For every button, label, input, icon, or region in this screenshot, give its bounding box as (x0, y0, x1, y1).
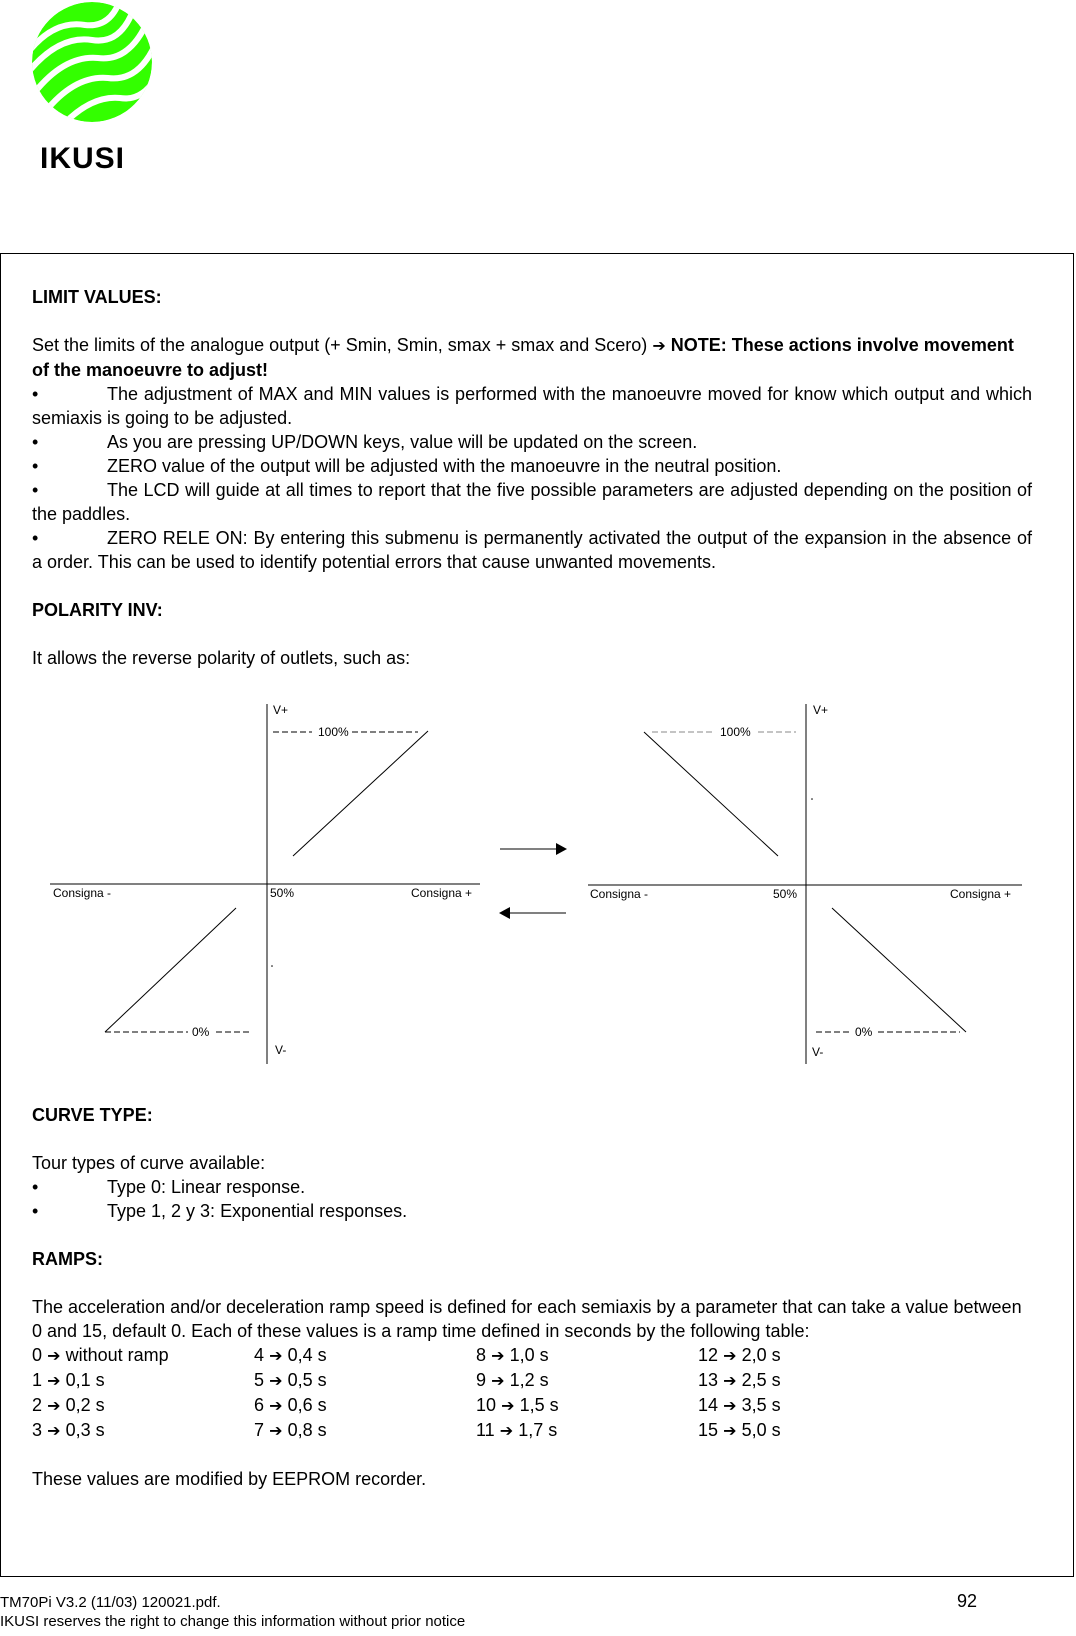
ramp-table-cell (698, 1418, 920, 1443)
bullet-icon: • (32, 456, 39, 476)
ramp-value: 1,5 s (519, 1395, 559, 1415)
right-50-label: 50% (773, 887, 798, 901)
left-arrow-icon (499, 907, 510, 919)
logo-brand-text: IKUSI (40, 142, 126, 175)
right-arrow-icon: ➔ (42, 1346, 66, 1365)
ikusi-logo (30, 0, 155, 175)
switch-arrows (499, 843, 567, 919)
ramp-key: 4 (254, 1345, 265, 1365)
ramp-key: 5 (254, 1370, 265, 1390)
list-item: • As you are pressing UP/DOWN keys, value will be updated on the screen. (32, 432, 698, 452)
limit-values-heading: LIMIT VALUES: (32, 287, 162, 307)
ramp-value: 5,0 s (741, 1420, 781, 1440)
ramp-key: 0 (32, 1345, 43, 1365)
right-consigna-plus-label: Consigna + (950, 887, 1012, 901)
left-consigna-plus-label: Consigna + (411, 886, 473, 900)
ramp-value: 0,1 s (65, 1370, 105, 1390)
right-arrow-icon: ➔ (42, 1421, 66, 1440)
right-arrow-icon: ➔ (718, 1421, 742, 1440)
ramp-table-cell (698, 1343, 920, 1368)
right-arrow-icon: ➔ (264, 1346, 288, 1365)
list-item: • Type 1, 2 y 3: Exponential responses. (32, 1201, 408, 1221)
ramp-key: 9 (476, 1370, 487, 1390)
list-item: • The LCD will guide at all times to report that the five possible parameters are adjusted depending on the position of the paddles. (32, 480, 1032, 524)
right-arrow-icon: ➔ (486, 1371, 510, 1390)
right-arrow-icon: ➔ (264, 1371, 288, 1390)
ramp-table-cell (698, 1393, 920, 1418)
left-100-label: 100% (318, 725, 349, 739)
ramp-table-cell (254, 1368, 476, 1393)
footer-doc-name: TM70Pi V3.2 (11/03) 120021.pdf. (0, 1594, 221, 1611)
ramp-table-cell (32, 1393, 254, 1418)
list-item: • Type 0: Linear response. (32, 1177, 306, 1197)
right-arrow-icon (556, 843, 567, 855)
left-v-minus-label: V- (275, 1043, 287, 1057)
right-arrow-icon: ➔ (486, 1346, 510, 1365)
curve-list (32, 1175, 1032, 1223)
ramp-key: 3 (32, 1420, 43, 1440)
right-arrow-icon: ➔ (494, 1421, 519, 1440)
ramp-table-cell (32, 1343, 254, 1368)
left-50-label: 50% (270, 886, 295, 900)
ramp-value: 2,0 s (741, 1345, 781, 1365)
right-consigna-minus-label: Consigna - (590, 887, 649, 901)
right-arrow-icon: ➔ (718, 1346, 742, 1365)
ramp-key: 11 (476, 1420, 495, 1440)
right-arrow-icon: ➔ (42, 1371, 66, 1390)
limit-values-list (32, 382, 1032, 574)
ramp-value: 0,8 s (287, 1420, 327, 1440)
polarity-intro: It allows the reverse polarity of outlets, such as: (32, 648, 411, 668)
ramp-table-cell (32, 1418, 254, 1443)
ramp-value: 1,0 s (509, 1345, 549, 1365)
ramps-intro: The acceleration and/or deceleration ramp speed is defined for each semiaxis by a parameter that can take a value between 0 and 15, default 0. Each of these values is a ramp time defined in seconds by the following table: (32, 1297, 1022, 1341)
ramp-table-cell (254, 1393, 476, 1418)
normal-polarity-chart (50, 703, 480, 1064)
bullet-icon: • (32, 528, 39, 548)
bullet-icon: • (32, 1177, 39, 1197)
right-arrow-icon: ➔ (496, 1396, 520, 1415)
ramp-table (32, 1343, 1032, 1443)
ramp-table-cell (32, 1368, 254, 1393)
page-number: 92 (957, 1591, 978, 1611)
ramp-value: 3,5 s (741, 1395, 781, 1415)
bullet-icon: • (32, 384, 39, 404)
bullet-icon: • (32, 1201, 39, 1221)
ramp-value: 1,2 s (509, 1370, 549, 1390)
bullet-icon: • (32, 432, 39, 452)
ramp-table-cell (476, 1343, 698, 1368)
ramp-table-cell (476, 1393, 698, 1418)
right-v-plus-label: V+ (813, 703, 829, 717)
ramp-table-cell (254, 1418, 476, 1443)
ramp-value: without ramp (65, 1345, 169, 1365)
ramp-value: 0,4 s (287, 1345, 327, 1365)
ramps-outro: These values are modified by EEPROM recorder. (32, 1469, 427, 1489)
right-0-label: 0% (855, 1025, 873, 1039)
ramp-key: 15 (698, 1420, 719, 1440)
ramp-value: 0,5 s (287, 1370, 327, 1390)
left-consigna-minus-label: Consigna - (53, 886, 112, 900)
right-arrow-icon: ➔ (718, 1396, 742, 1415)
ramp-key: 6 (254, 1395, 265, 1415)
right-100-label: 100% (720, 725, 751, 739)
ramp-key: 7 (254, 1420, 265, 1440)
ramp-value: 0,3 s (65, 1420, 105, 1440)
right-v-minus-label: V- (812, 1045, 824, 1059)
ramp-table-cell (476, 1368, 698, 1393)
polarity-diagram-svg (0, 694, 1076, 1079)
ramp-key: 1 (32, 1370, 43, 1390)
left-v-plus-label: V+ (273, 703, 289, 717)
ramp-table-cell (254, 1343, 476, 1368)
limit-values-intro (32, 333, 1032, 382)
polarity-diagram (32, 694, 1032, 1079)
ramp-key: 12 (698, 1345, 719, 1365)
ramps-heading: RAMPS: (32, 1249, 103, 1269)
list-item: • ZERO value of the output will be adjusted with the manoeuvre in the neutral position. (32, 456, 782, 476)
ramp-key: 10 (476, 1395, 497, 1415)
curve-intro: Tour types of curve available: (32, 1153, 266, 1173)
right-arrow-icon: ➔ (264, 1396, 288, 1415)
ramp-value: 0,2 s (65, 1395, 105, 1415)
limit-values-intro-text: Set the limits of the analogue output (+ Smin, Smin, smax + smax and Scero) (32, 335, 648, 355)
dot-icon (271, 965, 273, 967)
curve-heading: CURVE TYPE: (32, 1105, 153, 1125)
ramp-value: 0,6 s (287, 1395, 327, 1415)
limit-values-note: NOTE: These actions involve movement of the manoeuvre to adjust! (32, 335, 1014, 380)
page-content (32, 275, 1032, 1515)
ramp-value: 1,7 s (518, 1420, 558, 1440)
ramp-key: 2 (32, 1395, 43, 1415)
right-arrow-icon: ➔ (42, 1396, 66, 1415)
dot-icon (811, 798, 813, 800)
ramp-key: 14 (698, 1395, 719, 1415)
right-arrow-icon: ➔ (264, 1421, 288, 1440)
footer-notice: IKUSI reserves the right to change this information without prior notice (0, 1613, 466, 1630)
ramp-key: 8 (476, 1345, 487, 1365)
left-0-label: 0% (192, 1025, 210, 1039)
ramp-key: 13 (698, 1370, 719, 1390)
ramp-value: 2,5 s (741, 1370, 781, 1390)
right-arrow-icon: ➔ (652, 336, 666, 355)
polarity-heading: POLARITY INV: (32, 600, 163, 620)
right-arrow-icon: ➔ (718, 1371, 742, 1390)
ramp-table-cell (698, 1368, 920, 1393)
inverted-polarity-chart (588, 703, 1022, 1064)
list-item: • The adjustment of MAX and MIN values is performed with the manoeuvre moved for know which output and which semiaxis is going to be adjusted. (32, 384, 1032, 428)
bullet-icon: • (32, 480, 39, 500)
list-item: • ZERO RELE ON: By entering this submenu is permanently activated the output of the expansion in the absence of a order. This can be used to identify potential errors that cause unwanted movements. (32, 528, 1032, 572)
ramp-table-cell (476, 1418, 698, 1443)
